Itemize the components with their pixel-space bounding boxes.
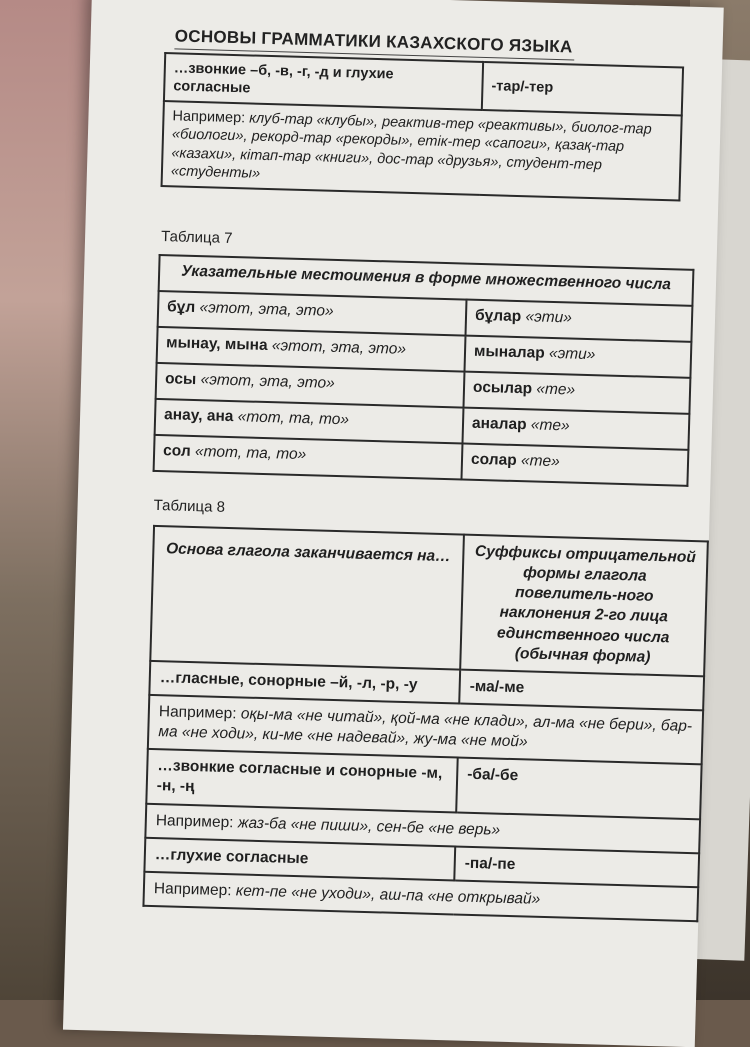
table-6-fragment <box>161 52 685 201</box>
pronoun-plural: бұлар <box>474 306 522 326</box>
translation: «те» <box>520 452 560 471</box>
table-8 <box>142 525 708 922</box>
translation: «эти» <box>525 308 573 327</box>
table-title: Указательные местоимения в форме множественного числа <box>159 255 694 306</box>
table-row <box>162 101 682 200</box>
example-text: кет-пе «не уходи», аш-па «не открывай» <box>235 882 541 908</box>
stem-cell: …звонкие –б, -в, -г, -д и глухие согласные <box>164 53 483 110</box>
pronoun-plural: солар <box>470 450 517 470</box>
example-cell <box>162 101 682 200</box>
plural-cell <box>461 444 688 486</box>
running-head: ОСНОВЫ ГРАММАТИКИ КАЗАХСКОГО ЯЗЫКА <box>174 26 574 60</box>
singular-cell <box>154 435 463 480</box>
suffix-cell: -тар/-тер <box>482 62 683 116</box>
table-7 <box>153 254 695 487</box>
example-text: жаз-ба «не пиши», сен-бе «не верь» <box>237 813 501 839</box>
pronoun-singular: анау, ана <box>163 406 234 426</box>
pronoun-singular: осы <box>164 370 197 389</box>
pronoun-singular: бұл <box>166 298 196 317</box>
example-lead: Например: <box>158 703 237 723</box>
example-lead: Например: <box>153 879 232 900</box>
stem-header: Основа глагола заканчивается на… <box>150 526 464 669</box>
translation: «те» <box>530 416 570 435</box>
stem-cell: …глухие согласные <box>144 838 455 881</box>
pronoun-plural: аналар <box>471 414 527 434</box>
page-content <box>153 0 706 908</box>
example-text: клуб-тар «клубы», реактив-тер «реактивы», биолог-тар «биологи», рекорд-тар «рекорды», етік-тер «сапоги», қазақ-тар «казахи», кітап-тар «книги», дос-тар «друзья», студент-тер «студенты» <box>170 110 652 182</box>
stem-cell: …звонкие согласные и сонорные -м, -н, -ң <box>146 749 457 812</box>
pronoun-plural: осылар <box>472 378 533 398</box>
stem-cell: …гласные, сонорные –й, -л, -р, -у <box>149 661 460 704</box>
example-text: оқы-ма «не читай», қой-ма «не клади», ал-ма «не бери», бар-ма «не ходи», ки-ме «не надевай», жу-ма «не мой» <box>158 705 693 751</box>
pronoun-singular: сол <box>162 442 191 460</box>
translation: «этот, эта, это» <box>271 337 407 358</box>
table-8-caption: Таблица 8 <box>153 496 226 516</box>
suffix-cell: -па/-пе <box>454 846 699 887</box>
table-7-caption: Таблица 7 <box>160 228 233 248</box>
translation: «тот, та, то» <box>237 408 350 429</box>
table-row <box>150 526 708 676</box>
translation: «те» <box>536 380 576 399</box>
example-lead: Например: <box>155 811 234 831</box>
suffix-header: Суффиксы отрицательной формы глагола повелитель-ного наклонения 2-го лица единственного числа (обычная форма) <box>460 535 708 677</box>
suffix-cell: -ма/-ме <box>459 669 704 710</box>
translation: «эти» <box>548 344 596 364</box>
translation: «этот, эта, это» <box>199 299 334 320</box>
translation: «тот, та, то» <box>194 443 307 464</box>
suffix-cell: -ба/-бе <box>456 758 701 819</box>
pronoun-singular: мынау, мына <box>165 334 268 355</box>
pronoun-plural: мыналар <box>473 342 545 362</box>
translation: «этот, эта, это» <box>200 371 335 392</box>
book-page <box>63 0 724 1047</box>
example-lead: Например: <box>172 108 246 127</box>
